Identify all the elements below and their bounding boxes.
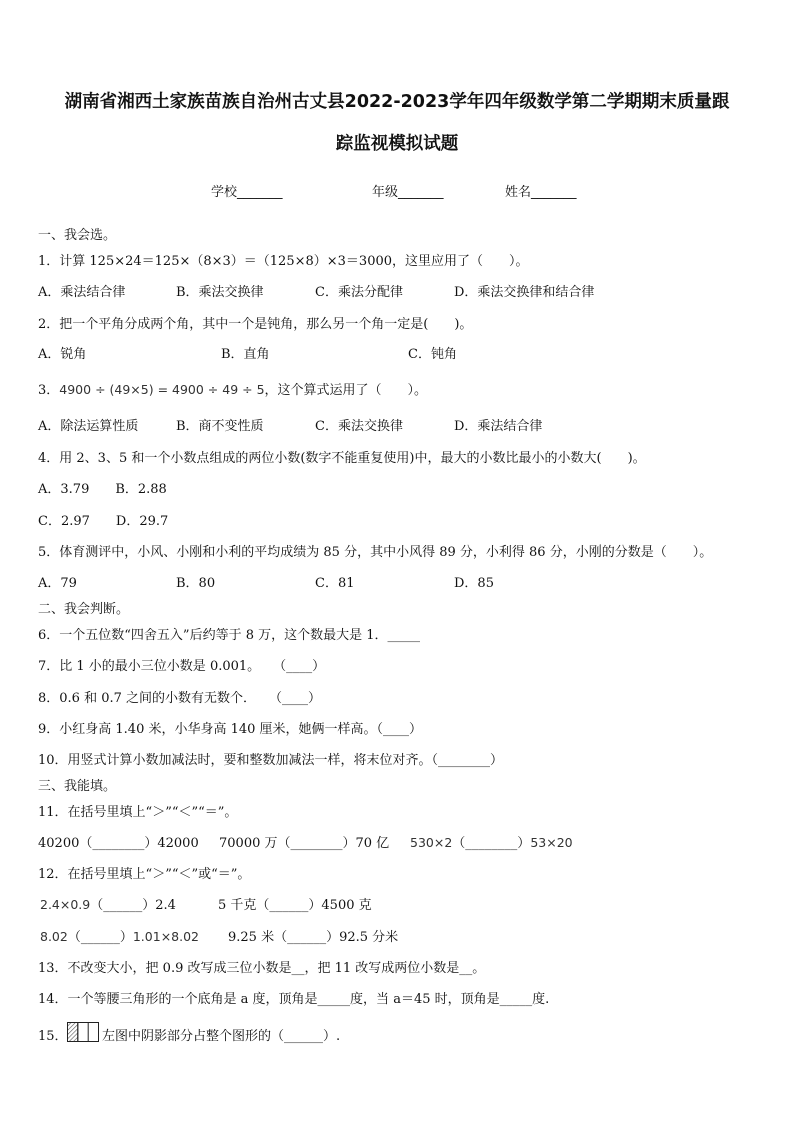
question-13: 13．不改变大小，把 0.9 改写成三位小数是__，把 11 改写成两位小数是__。	[38, 961, 486, 976]
question-11: 11．在括号里填上“＞”“＜”“＝”。	[38, 805, 238, 820]
q4-options-ab: A．3.79 B．2.88	[38, 482, 167, 497]
q11-part-2: 70000 万（________）70 亿	[219, 836, 390, 851]
q11-p3-blank: （________）	[452, 836, 531, 851]
question-15-text: 左图中阴影部分占整个图形的（______）.	[102, 1029, 341, 1044]
page-title-continued: 踪监视模拟试题	[335, 134, 459, 154]
question-12: 12．在括号里填上“＞”“＜”或“＝”。	[38, 867, 251, 882]
question-7: 7．比 1 小的最小三位小数是 0.001。 （____）	[38, 659, 326, 674]
question-8: 8．0.6 和 0.7 之间的小数有无数个． （____）	[38, 691, 322, 706]
q12-r2-value: 8.02	[40, 929, 68, 944]
q12-row-1-left	[40, 894, 176, 913]
q5-option-d: D．85	[454, 576, 494, 591]
school-field: 学校_______	[211, 185, 283, 200]
q1-option-d: D．乘法交换律和结合律	[454, 285, 595, 300]
q12-r2-expr: 1.01×8.02	[132, 929, 199, 944]
question-5: 5．体育测评中，小风、小刚和小利的平均成绩为 85 分，其中小风得 89 分，小利得 86 分，小刚的分数是（ ）。	[38, 545, 713, 560]
q1-option-b: B．乘法交换律	[176, 285, 264, 300]
q3-option-a: A．除法运算性质	[38, 419, 139, 434]
q5-option-a: A．79	[38, 576, 77, 591]
section-heading-choice: 一、我会选。	[38, 228, 117, 243]
q2-option-a: A．锐角	[38, 347, 87, 362]
question-9: 9．小红身高 1.40 米，小华身高 140 厘米，她俩一样高。（____）	[38, 722, 423, 737]
q3-option-b: B．商不变性质	[176, 419, 264, 434]
q3-equation: 4900 ÷ (49×5) = 4900 ÷ 49 ÷ 5	[59, 382, 265, 397]
shaded-rectangle-figure	[67, 1022, 99, 1042]
question-14: 14．一个等腰三角形的一个底角是 a 度，顶角是_____度，当 a＝45 时，顶角是_____度.	[38, 992, 550, 1007]
grade-field: 年级_______	[372, 185, 444, 200]
q4-options-cd: C．2.97 D．29.7	[38, 514, 169, 529]
q1-option-a: A．乘法结合律	[38, 285, 126, 300]
name-field: 姓名_______	[505, 185, 577, 200]
q12-r1-blank: （______）2.4	[90, 898, 176, 913]
section-heading-fill: 三、我能填。	[38, 779, 117, 794]
q3-text: ，这个算式运用了（ ）。	[264, 383, 428, 398]
question-4: 4．用 2、3、5 和一个小数点组成的两位小数(数字不能重复使用)中，最大的小数比最小的小数大( )。	[38, 451, 646, 466]
question-2: 2．把一个平角分成两个角，其中一个是钝角，那么另一个角一定是( )。	[38, 317, 473, 332]
q12-r1-expr: 2.4×0.9	[40, 897, 91, 912]
q5-option-c: C．81	[315, 576, 355, 591]
q11-part-3	[410, 832, 573, 851]
q11-p3-right: 53×20	[530, 835, 573, 850]
question-15-number: 15．	[38, 1029, 68, 1044]
page-title: 湖南省湘西土家族苗族自治州古丈县2022-2023学年四年级数学第二学期期末质量跟	[64, 92, 730, 112]
question-1: 1．计算 125×24＝125×（8×3）＝（125×8）×3＝3000，这里应用了（ ）。	[38, 254, 529, 269]
q3-option-d: D．乘法结合律	[454, 419, 543, 434]
q12-row-2-right: 9.25 米（______）92.5 分米	[228, 930, 399, 945]
q2-option-b: B．直角	[221, 347, 270, 362]
question-10: 10．用竖式计算小数加减法时，要和整数加减法一样，将末位对齐。（________）	[38, 753, 504, 768]
q11-part-1: 40200（________）42000	[38, 836, 199, 851]
q12-row-2-left	[40, 926, 199, 945]
q3-number: 3．	[38, 383, 60, 398]
q12-row-1-right: 5 千克（______）4500 克	[218, 898, 372, 913]
q12-r2-blank: （______）	[67, 930, 133, 945]
q3-option-c: C．乘法交换律	[315, 419, 403, 434]
q5-option-b: B．80	[176, 576, 216, 591]
q2-option-c: C．钝角	[408, 347, 457, 362]
question-3	[38, 379, 427, 398]
q1-option-c: C．乘法分配律	[315, 285, 403, 300]
section-heading-judge: 二、我会判断。	[38, 602, 130, 617]
q11-p3-left: 530×2	[410, 835, 453, 850]
question-6: 6．一个五位数“四舍五入”后约等于 8 万，这个数最大是 1．_____	[38, 628, 421, 643]
